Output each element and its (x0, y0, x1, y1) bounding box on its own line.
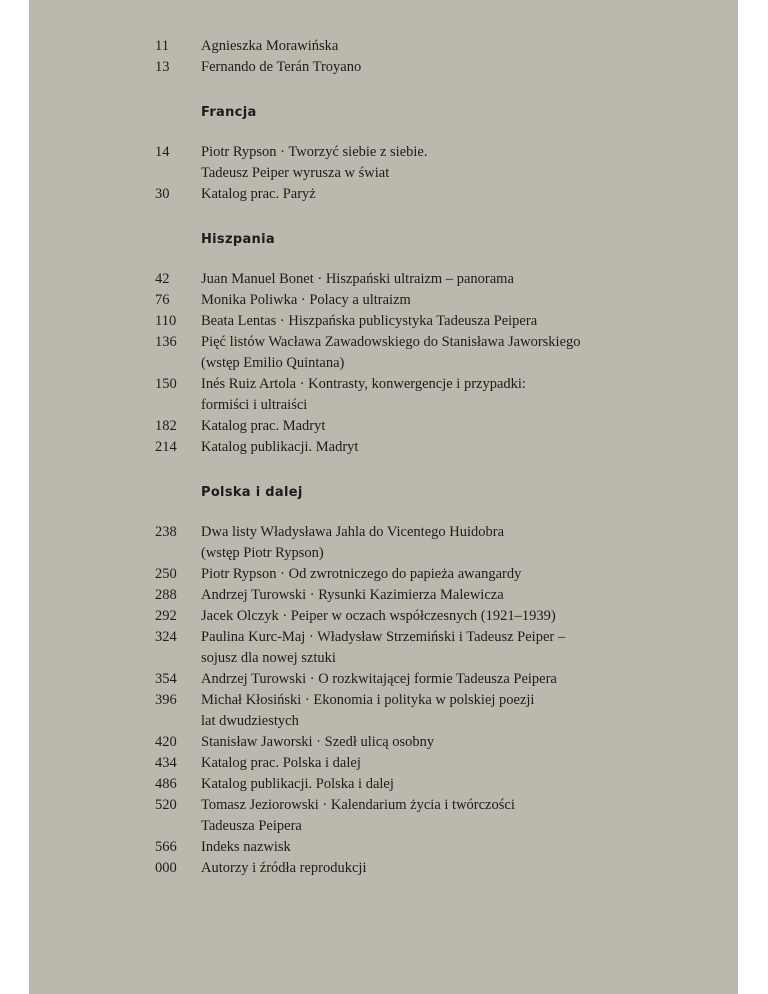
page-number: 292 (155, 608, 177, 624)
entry-title: Dwa listy Władysława Jahla do Vicentego Huidobra (201, 524, 505, 540)
entry-title: sojusz dla nowej sztuki (201, 650, 336, 666)
entry-title: Beata Lentas · Hiszpańska publicystyka Tadeusza Peipera (201, 313, 538, 329)
entry-title: Agnieszka Morawińska (201, 38, 339, 54)
entry-title: Tadeusza Peipera (201, 818, 302, 834)
entry-title: (wstęp Emilio Quintana) (201, 355, 345, 371)
document-page (29, 0, 738, 994)
page-number: 110 (155, 313, 177, 329)
section-heading: Francja (201, 105, 257, 120)
page-number: 520 (155, 797, 177, 813)
page-number: 354 (155, 671, 177, 687)
page-number: 11 (155, 38, 169, 54)
entry-title: Paulina Kurc-Maj · Władysław Strzemiński i Tadeusz Peiper – (201, 629, 566, 645)
page-number: 42 (155, 271, 170, 287)
page-number: 14 (155, 144, 170, 160)
page-number: 324 (155, 629, 177, 645)
entry-title: Tomasz Jeziorowski · Kalendarium życia i twórczości (201, 797, 515, 813)
section-heading: Hiszpania (201, 232, 275, 247)
entry-title: Tadeusz Peiper wyrusza w świat (201, 165, 390, 181)
entry-title: Inés Ruiz Artola · Kontrasty, konwergencje i przypadki: (201, 376, 526, 392)
page-number: 396 (155, 692, 177, 708)
entry-title: Jacek Olczyk · Peiper w oczach współczesnych (1921–1939) (201, 608, 556, 624)
entry-title: Katalog prac. Paryż (201, 186, 316, 202)
entry-title: Katalog publikacji. Madryt (201, 439, 359, 455)
entry-title: Katalog prac. Polska i dalej (201, 755, 361, 771)
page-number: 566 (155, 839, 177, 855)
page-number: 30 (155, 186, 170, 202)
page-number: 182 (155, 418, 177, 434)
entry-title: Monika Poliwka · Polacy a ultraizm (201, 292, 411, 308)
entry-title: (wstęp Piotr Rypson) (201, 545, 324, 561)
page-number: 250 (155, 566, 177, 582)
page-number: 420 (155, 734, 177, 750)
page-number: 76 (155, 292, 170, 308)
page-number: 288 (155, 587, 177, 603)
page-number: 13 (155, 59, 170, 75)
entry-title: Autorzy i źródła reprodukcji (201, 860, 367, 876)
entry-title: Piotr Rypson · Od zwrotniczego do papieża awangardy (201, 566, 522, 582)
entry-title: Piotr Rypson · Tworzyć siebie z siebie. (201, 144, 428, 160)
entry-title: Michał Kłosiński · Ekonomia i polityka w polskiej poezji (201, 692, 535, 708)
page-number: 434 (155, 755, 177, 771)
entry-title: Pięć listów Wacława Zawadowskiego do Stanisława Jaworskiego (201, 334, 581, 350)
entry-title: formiści i ultraiści (201, 397, 308, 413)
page-number: 214 (155, 439, 177, 455)
entry-title: Indeks nazwisk (201, 839, 291, 855)
entry-title: Fernando de Terán Troyano (201, 59, 362, 75)
page-number: 150 (155, 376, 177, 392)
page-number: 136 (155, 334, 177, 350)
page-number: 238 (155, 524, 177, 540)
entry-title: Juan Manuel Bonet · Hiszpański ultraizm – panorama (201, 271, 514, 287)
section-heading: Polska i dalej (201, 485, 303, 500)
entry-title: Stanisław Jaworski · Szedł ulicą osobny (201, 734, 435, 750)
page-number: 486 (155, 776, 177, 792)
entry-title: Katalog publikacji. Polska i dalej (201, 776, 394, 792)
page-number: 000 (155, 860, 177, 876)
entry-title: lat dwudziestych (201, 713, 299, 729)
entry-title: Katalog prac. Madryt (201, 418, 326, 434)
entry-title: Andrzej Turowski · O rozkwitającej formie Tadeusza Peipera (201, 671, 557, 687)
entry-title: Andrzej Turowski · Rysunki Kazimierza Malewicza (201, 587, 504, 603)
